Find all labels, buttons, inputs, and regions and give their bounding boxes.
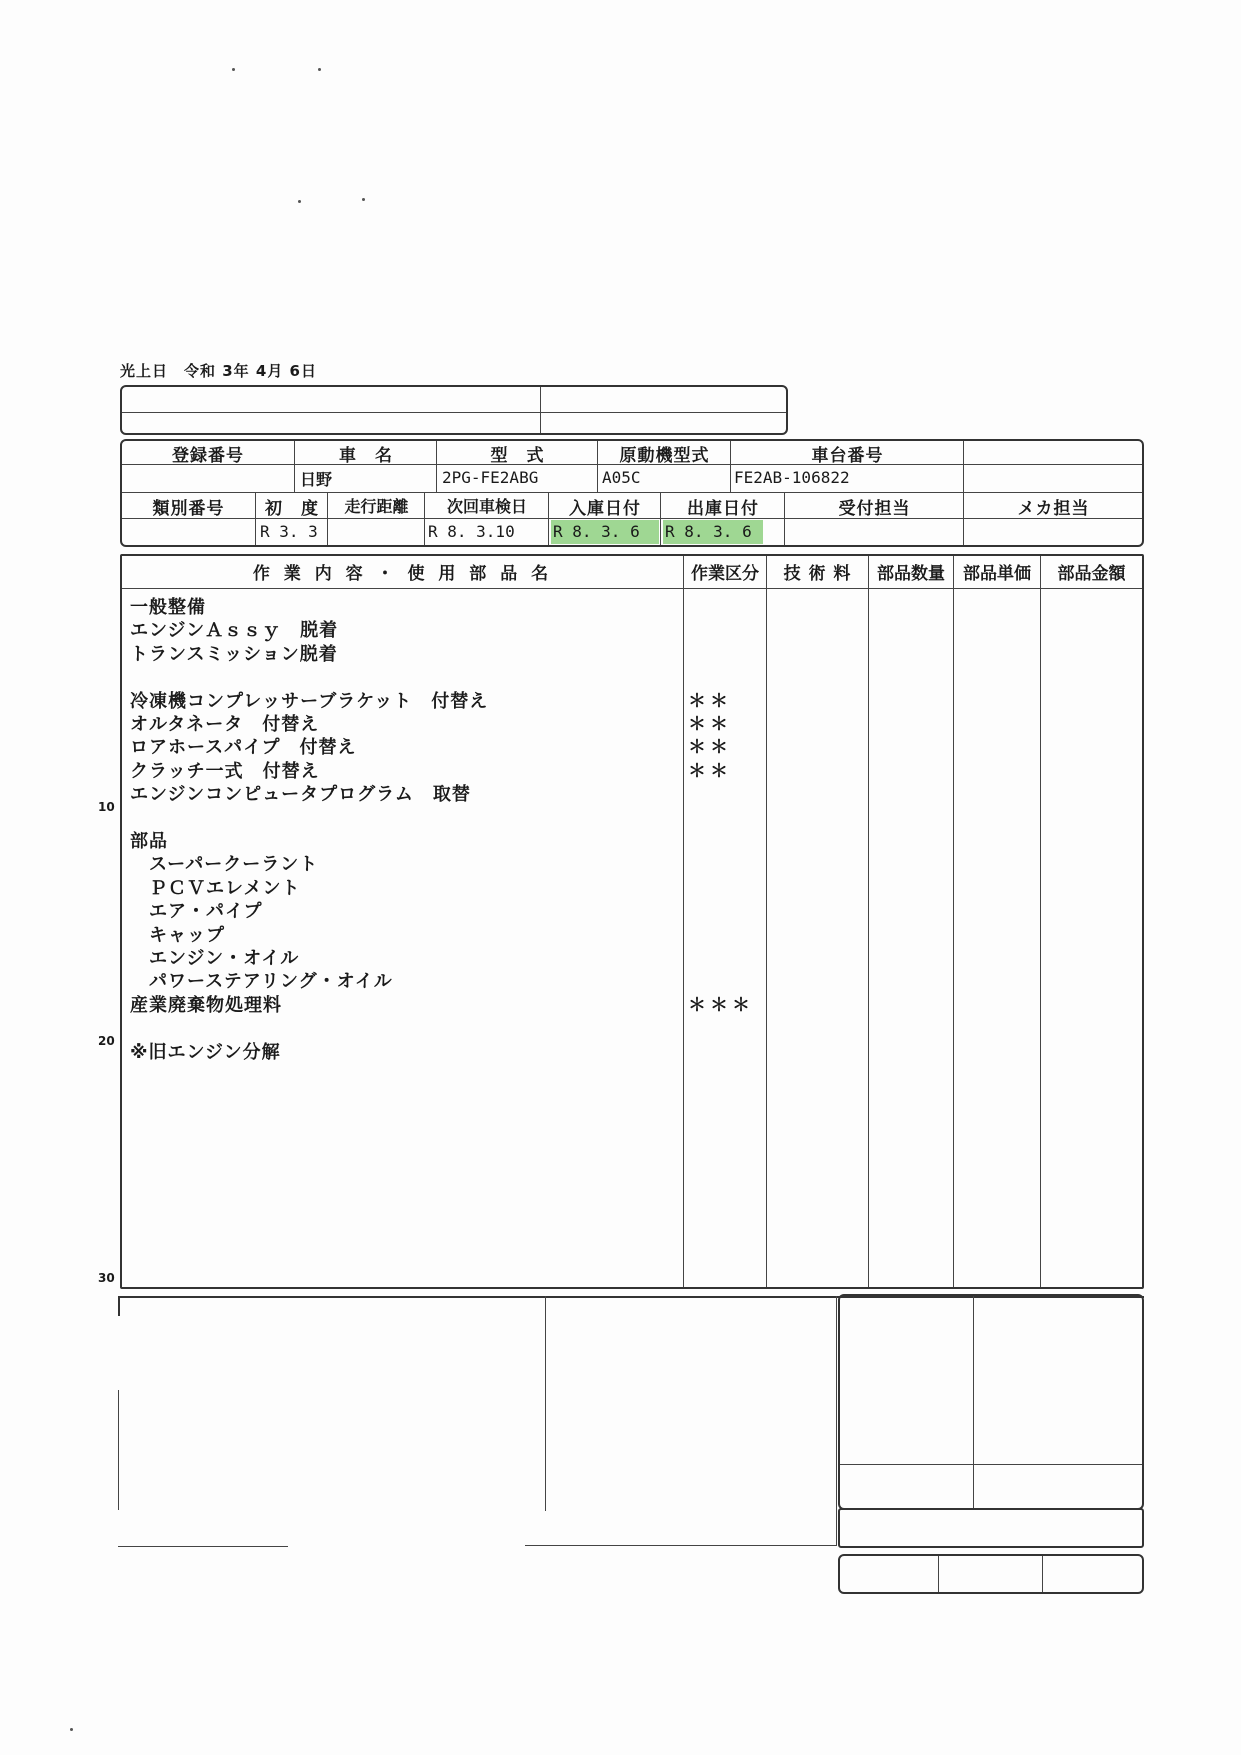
work-line-text: 部品: [130, 831, 168, 852]
work-category-mark: ＊＊: [688, 714, 732, 735]
work-line-text: クラッチ一式 付替え: [130, 760, 320, 782]
work-category-mark: ＊＊＊: [688, 994, 754, 1016]
scan-speck: [362, 198, 365, 201]
header-chassis: 車台番号: [811, 446, 884, 466]
header-next-inspection: 次回車検日: [446, 497, 527, 516]
work-category-mark: ＊＊: [688, 737, 732, 759]
summary-box: [838, 1508, 1144, 1548]
value-first-reg: R 3. 3: [260, 522, 318, 541]
row-number: 30: [98, 1271, 115, 1285]
work-line-text: スーパークーラント: [130, 854, 319, 876]
value-in-date: R 8. 3. 6: [553, 522, 640, 541]
value-out-date: R 8. 3. 6: [665, 522, 752, 541]
work-line-text: ロアホースパイプ 付替え: [130, 737, 357, 759]
header-first-reg: 初 度: [265, 499, 319, 519]
header-class-no: 類別番号: [152, 499, 225, 519]
header-work-content: 作 業 内 容 ・ 使 用 部 品 名: [252, 564, 553, 584]
header-mileage: 走行距離: [344, 497, 409, 516]
work-category-mark: ＊＊: [688, 690, 732, 712]
work-line-text: エア・パイプ: [130, 901, 263, 923]
work-category-mark: ＊＊: [688, 760, 732, 782]
scan-speck: [318, 68, 321, 71]
stamp-box: [838, 1554, 1144, 1594]
value-model: 2PG-FE2ABG: [442, 468, 539, 487]
totals-box: [838, 1294, 1144, 1510]
header-reception: 受付担当: [838, 499, 911, 519]
value-engine-model: A05C: [602, 468, 641, 487]
work-line-text: 一般整備: [130, 597, 206, 618]
work-line-text: エンジンコンピュータプログラム 取替: [130, 784, 471, 806]
customer-box: [120, 385, 788, 435]
header-work-category: 作業区分: [691, 564, 759, 584]
header-tech-fee: 技 術 料: [783, 564, 852, 584]
header-parts-qty: 部品数量: [877, 564, 945, 584]
header-in-date: 入庫日付: [569, 499, 641, 519]
work-line-text: エンジン・オイル: [130, 948, 300, 969]
scan-speck: [232, 68, 235, 71]
work-line-text: キャップ: [130, 924, 225, 946]
row-number: 10: [98, 800, 115, 814]
work-line-text: パワーステアリング・オイル: [130, 971, 393, 993]
work-line-text: ＰＣＶエレメント: [130, 877, 301, 899]
value-next-inspection: R 8. 3.10: [428, 522, 515, 541]
value-car-name: 日野: [300, 470, 333, 489]
value-chassis: FE2AB-106822: [734, 468, 850, 487]
header-parts-price: 部品単価: [963, 564, 1031, 584]
work-line-text: トランスミッション脱着: [130, 643, 338, 665]
work-line-text: 冷凍機コンプレッサーブラケット 付替え: [130, 690, 489, 712]
issue-date: 光上日 令和 3年 4月 6日: [120, 362, 317, 380]
scan-speck: [70, 1728, 73, 1731]
work-line-text: オルタネータ 付替え: [130, 714, 320, 735]
row-number: 20: [98, 1034, 115, 1048]
scan-speck: [298, 200, 301, 203]
header-parts-amount: 部品金額: [1057, 564, 1126, 584]
work-line-text: 産業廃棄物処理料: [130, 994, 282, 1016]
header-registration: 登録番号: [172, 446, 244, 466]
header-engine-model: 原動機型式: [619, 446, 710, 466]
header-model: 型 式: [490, 446, 545, 466]
work-line-text: ※旧エンジン分解: [130, 1041, 281, 1063]
header-mechanic: メカ担当: [1017, 499, 1090, 519]
work-line-text: エンジンＡｓｓｙ 脱着: [130, 620, 339, 642]
header-car-name: 車 名: [339, 446, 393, 466]
header-out-date: 出庫日付: [687, 499, 759, 519]
